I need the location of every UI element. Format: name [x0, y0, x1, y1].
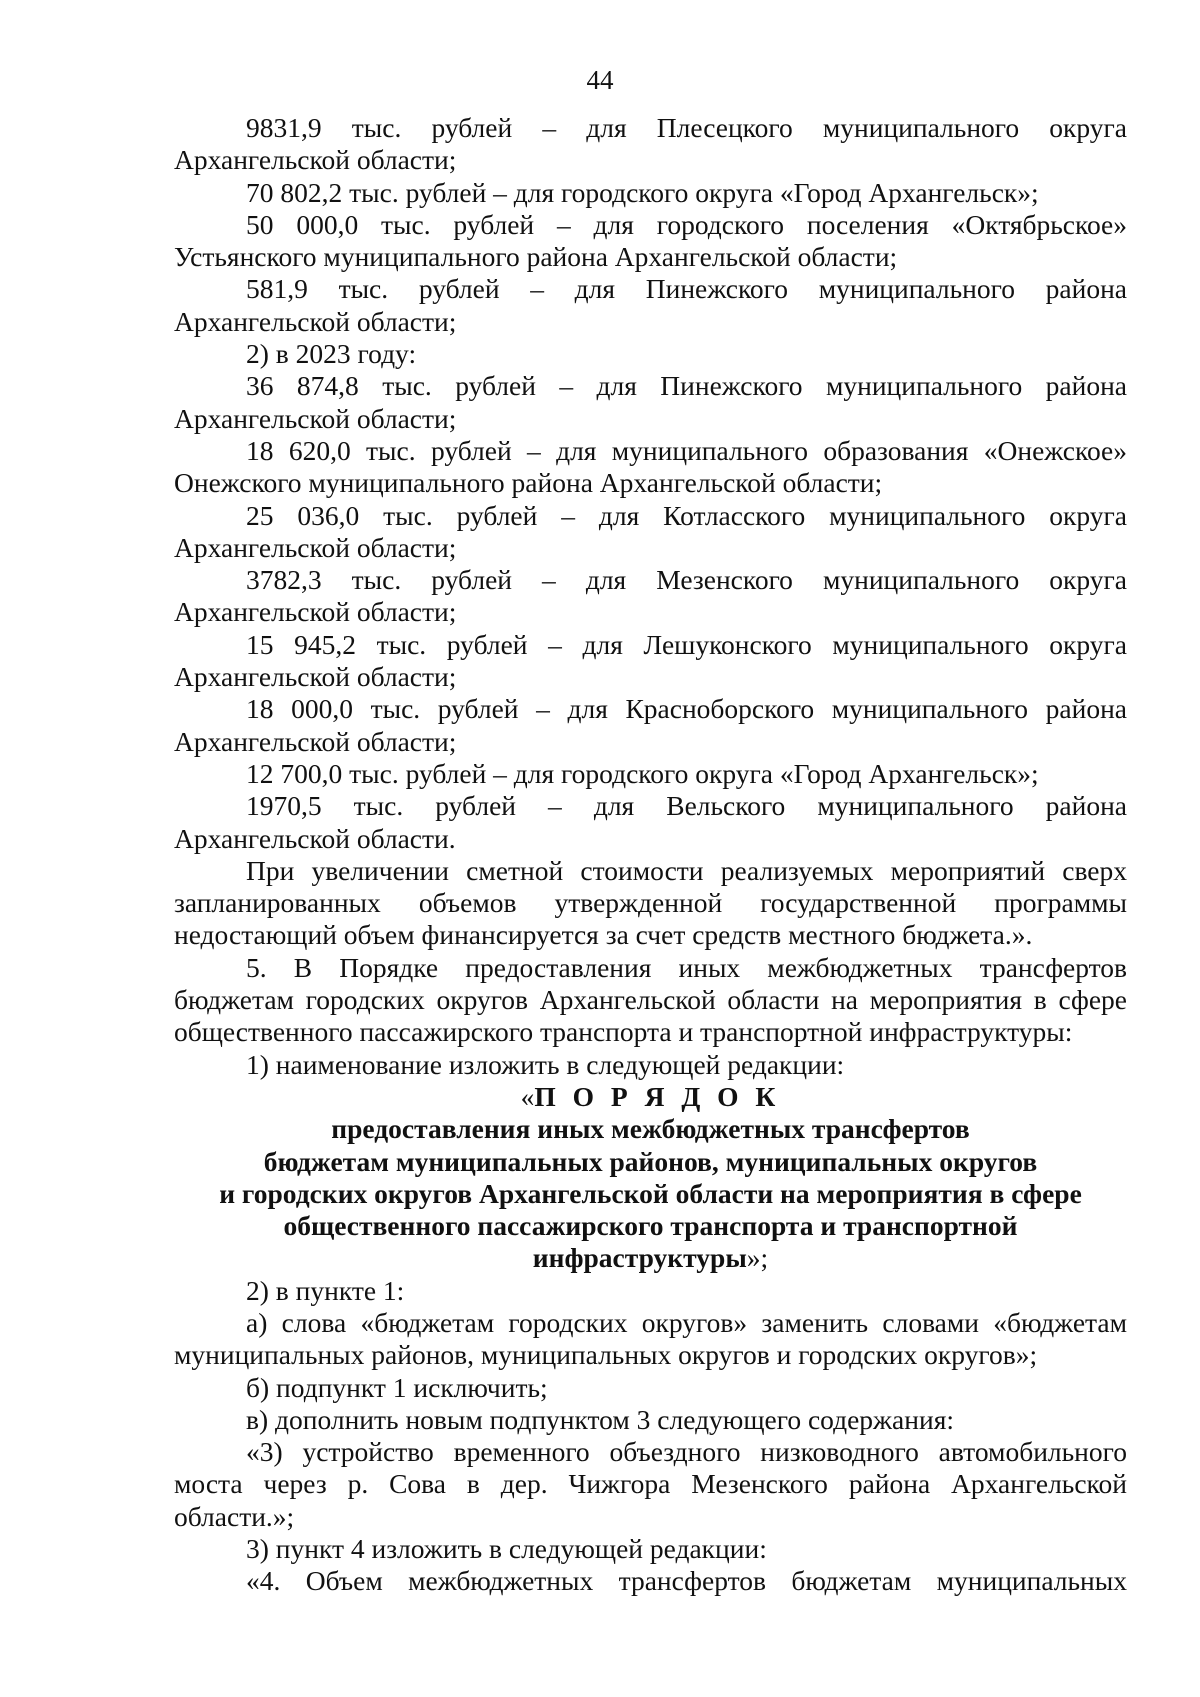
- title-close: »;: [746, 1242, 769, 1274]
- title-main: П О Р Я Д О К: [534, 1080, 781, 1112]
- paragraph: в) дополнить новым подпунктом 3 следующего содержания:: [246, 1403, 954, 1435]
- paragraph: б) подпункт 1 исключить;: [246, 1371, 548, 1403]
- title-last-line: [174, 1242, 1127, 1274]
- paragraph: 15 945,2 тыс. рублей – для Лешуконского муниципального округа Архангельской области;: [174, 628, 1127, 693]
- document-body: [174, 112, 1127, 1598]
- title-line: общественного пассажирского транспорта и транспортной: [283, 1210, 1018, 1242]
- paragraph: «3) устройство временного объездного низководного автомобильного моста через р. Сова в дер. Чижгора Мезенского района Архангельской области.»;: [174, 1436, 1127, 1532]
- paragraph: 2) в 2023 году:: [246, 338, 417, 370]
- paragraph: 12 700,0 тыс. рублей – для городского округа «Город Архангельск»;: [246, 757, 1039, 789]
- paragraph: «4. Объем межбюджетных трансфертов бюджетам муниципальных: [246, 1565, 1127, 1597]
- paragraph: 18 620,0 тыс. рублей – для муниципального образования «Онежское» Онежского муниципального района Архангельской области;: [174, 434, 1127, 499]
- paragraph: 3782,3 тыс. рублей – для Мезенского муниципального округа Архангельской области;: [174, 564, 1127, 628]
- title-line: инфраструктуры: [532, 1242, 747, 1274]
- paragraph: а) слова «бюджетам городских округов» заменить словами «бюджетам муниципальных районов, муниципальных округов и городских округов»;: [174, 1306, 1127, 1371]
- title-line: и городских округов Архангельской области на мероприятия в сфере: [219, 1177, 1082, 1209]
- title-line: бюджетам муниципальных районов, муниципальных округов: [263, 1145, 1038, 1177]
- paragraph: 36 874,8 тыс. рублей – для Пинежского муниципального района Архангельской области;: [174, 370, 1127, 434]
- paragraph: 5. В Порядке предоставления иных межбюджетных трансфертов бюджетам городских округов Архангельской области на мероприятия в сфере общественного пассажирского транспорта и транспортной инфраструктуры:: [174, 951, 1127, 1048]
- paragraph: 581,9 тыс. рублей – для Пинежского муниципального района Архангельской области;: [174, 273, 1127, 337]
- title-main-line: [174, 1081, 1127, 1113]
- paragraph: 25 036,0 тыс. рублей – для Котласского муниципального округа Архангельской области;: [174, 499, 1127, 563]
- paragraph: 1970,5 тыс. рублей – для Вельского муниципального района Архангельской области.: [174, 790, 1127, 854]
- paragraph: 18 000,0 тыс. рублей – для Красноборского муниципального района Архангельской области;: [174, 693, 1127, 757]
- paragraph: 2) в пункте 1:: [246, 1274, 405, 1306]
- title-open-quote: «: [520, 1080, 535, 1112]
- title-line: предоставления иных межбюджетных трансфертов: [331, 1113, 970, 1145]
- paragraph: 70 802,2 тыс. рублей – для городского округа «Город Архангельск»;: [246, 176, 1039, 208]
- page-number: 44: [586, 65, 614, 95]
- paragraph: 50 000,0 тыс. рублей – для городского поселения «Октябрьское» Устьянского муниципального района Архангельской области;: [174, 208, 1127, 273]
- paragraph: 9831,9 тыс. рублей – для Плесецкого муниципального округа Архангельской области;: [174, 112, 1127, 176]
- section-title: [174, 1081, 1127, 1275]
- paragraph: 3) пункт 4 изложить в следующей редакции:: [246, 1533, 767, 1565]
- paragraph: 1) наименование изложить в следующей редакции:: [246, 1048, 845, 1080]
- paragraph: При увеличении сметной стоимости реализуемых мероприятий сверх запланированных объемов утвержденной государственной программы недостающий объем финансируется за счет средств местного бюджета.».: [174, 854, 1127, 951]
